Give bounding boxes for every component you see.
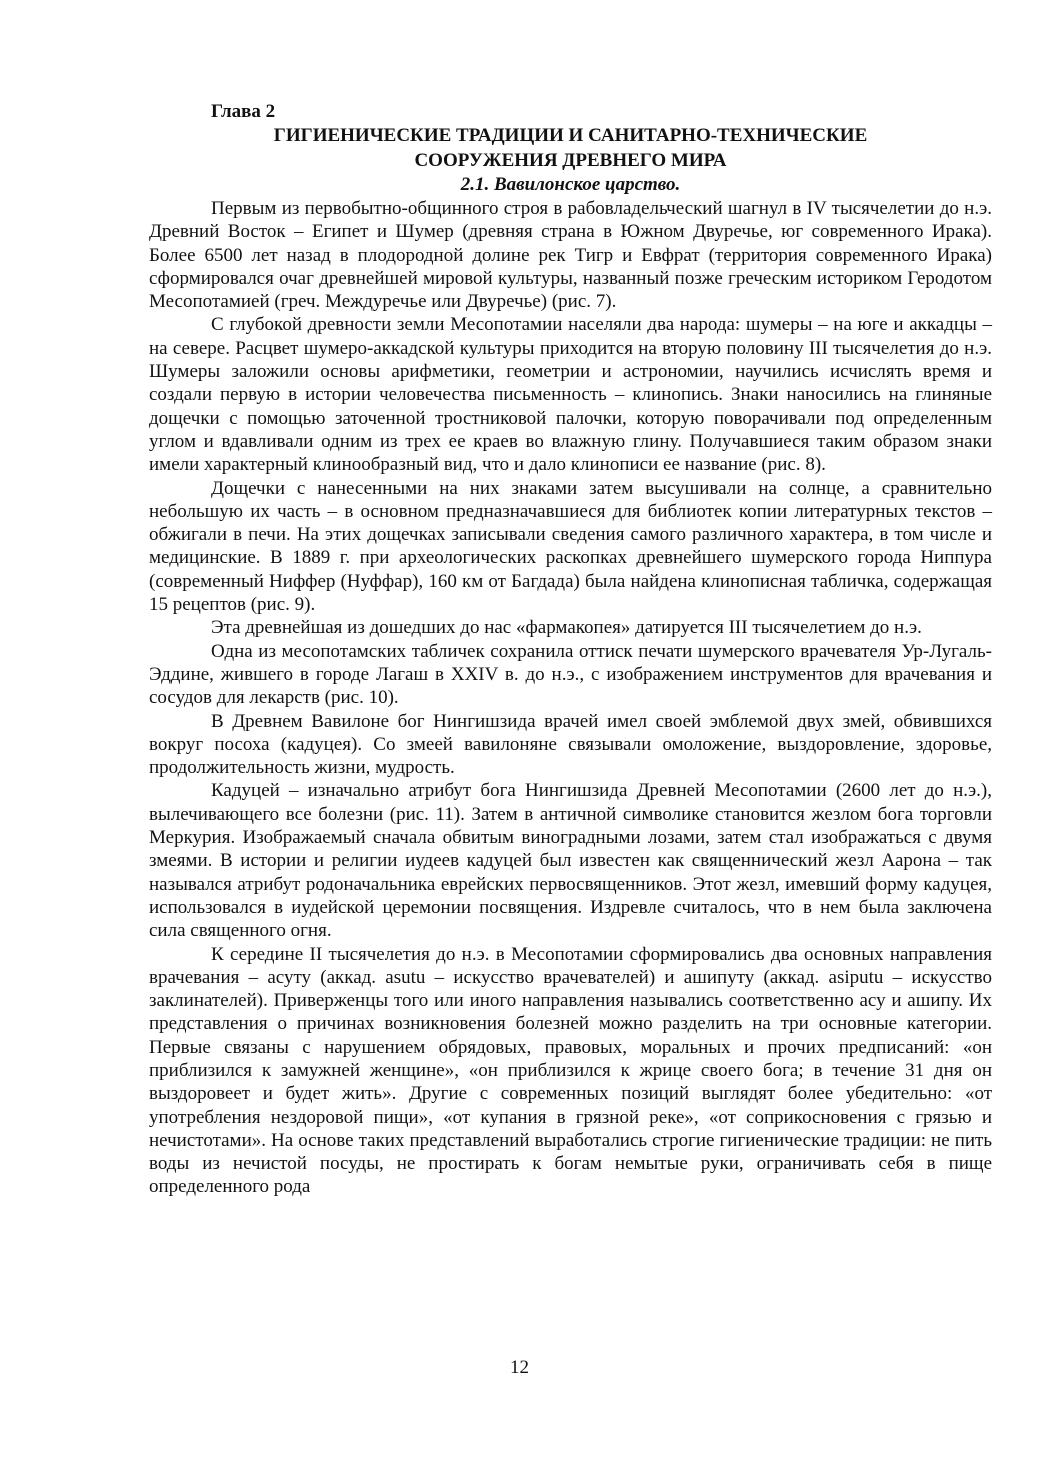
body-text (149, 197, 992, 1199)
paragraph: С глубокой древности земли Месопотамии населяли два народа: шумеры – на юге и аккадцы – на севере. Расцвет шумеро-аккадской культуры приходится на вторую половину III тысячелетия до н.э. Шумеры заложили основы арифметики, геометрии и астрономии, научились исчислять время и создали первую в истории человечества письменность – клинопись. Знаки наносились на глиняные дощечки с помощью заточенной тростниковой палочки, которую поворачивали под определенным углом и вдавливали одним из трех ее краев во влажную глину. Получавшиеся таким образом знаки имели характерный клинообразный вид, что и дало клинописи ее название (рис. 8). (149, 314, 992, 476)
chapter-title-line-1: ГИГИЕНИЧЕСКИЕ ТРАДИЦИИ И САНИТАРНО-ТЕХНИЧЕСКИЕ (273, 125, 868, 146)
paragraph: Кадуцей – изначально атрибут бога Нингишзида Древней Месопотамии (2600 лет до н.э.), вылечивающего все болезни (рис. 11). Затем в античной символике становится жезлом бога торговли Меркурия. Изображаемый сначала обвитым виноградными лозами, затем стал изображаться с двумя змеями. В истории и религии иудеев кадуцей был известен как священнический жезл Аарона – так назывался атрибут родоначальника еврейских первосвященников. Этот жезл, имевший форму кадуцея, использовался в иудейской церемонии посвящения. Издревле считалось, что в нем была заключена сила священного огня. (149, 780, 992, 942)
page-number: 12 (510, 1357, 529, 1378)
paragraph: К середине II тысячелетия до н.э. в Месопотамии сформировались два основных направления врачевания – асуту (аккад. asutu – искусство врачевателей) и ашипуту (аккад. asiputu – искусство заклинателей). Приверженцы того или иного направления назывались соответственно асу и ашипу. Их представления о причинах возникновения болезней можно разделить на три основные категории. Первые связаны с нарушением обрядовых, правовых, моральных и прочих предписаний: «он приблизился к замужней женщине», «он приблизился к жрице своего бога; в течение 31 дня он выздоровеет и будет жить». Другие с современных позиций выглядят более убедительно: «от употребления нездоровой пищи», «от купания в грязной реке», «от соприкосновения с грязью и нечистотами». На основе таких представлений выработались строгие гигиенические традиции: не пить воды из нечистой посуды, не простирать к богам немытые руки, ограничивать себя в пище определенного рода (149, 943, 992, 1198)
paragraph: В Древнем Вавилоне бог Нингишзида врачей имел своей эмблемой двух змей, обвившихся вокруг посоха (кадуцея). Со змеей вавилоняне связывали омоложение, выздоровление, здоровье, продолжительность жизни, мудрость. (149, 710, 992, 779)
paragraph: Первым из первобытно-общинного строя в рабовладельческий шагнул в IV тысячелетии до н.э. Древний Восток – Египет и Шумер (древняя страна в Южном Двуречье, юг современного Ирака). Более 6500 лет назад в плодородной долине рек Тигр и Евфрат (территория современного Ирака) сформировался очаг древнейшей мировой культуры, названный позже греческим историком Геродотом Месопотамией (греч. Междуречье или Двуречье) (рис. 7). (149, 198, 992, 313)
paragraph: Эта древнейшая из дошедших до нас «фармакопея» датируется III тысячелетием до н.э. (211, 617, 922, 639)
chapter-title-line-2: СООРУЖЕНИЯ ДРЕВНЕГО МИРА (414, 150, 727, 171)
document-page (149, 101, 992, 1199)
section-title: 2.1. Вавилонское царство. (460, 174, 681, 195)
paragraph: Дощечки с нанесенными на них знаками затем высушивали на солнце, а сравнительно небольшую их часть – в основном предназначавшиеся для библиотек копии литературных текстов – обжигали в печи. На этих дощечках записывали сведения самого различного характера, в том числе и медицинские. В 1889 г. при археологических раскопках древнейшего шумерского города Ниппура (современный Ниффер (Нуффар), 160 км от Багдада) была найдена клинописная табличка, содержащая 15 рецептов (рис. 9). (149, 477, 992, 616)
paragraph: Одна из месопотамских табличек сохранила оттиск печати шумерского врачевателя Ур-Лугаль-Эддине, жившего в городе Лагаш в XXIV в. до н.э., с изображением инструментов для врачевания и сосудов для лекарств (рис. 10). (149, 640, 992, 709)
chapter-label: Глава 2 (211, 101, 276, 122)
